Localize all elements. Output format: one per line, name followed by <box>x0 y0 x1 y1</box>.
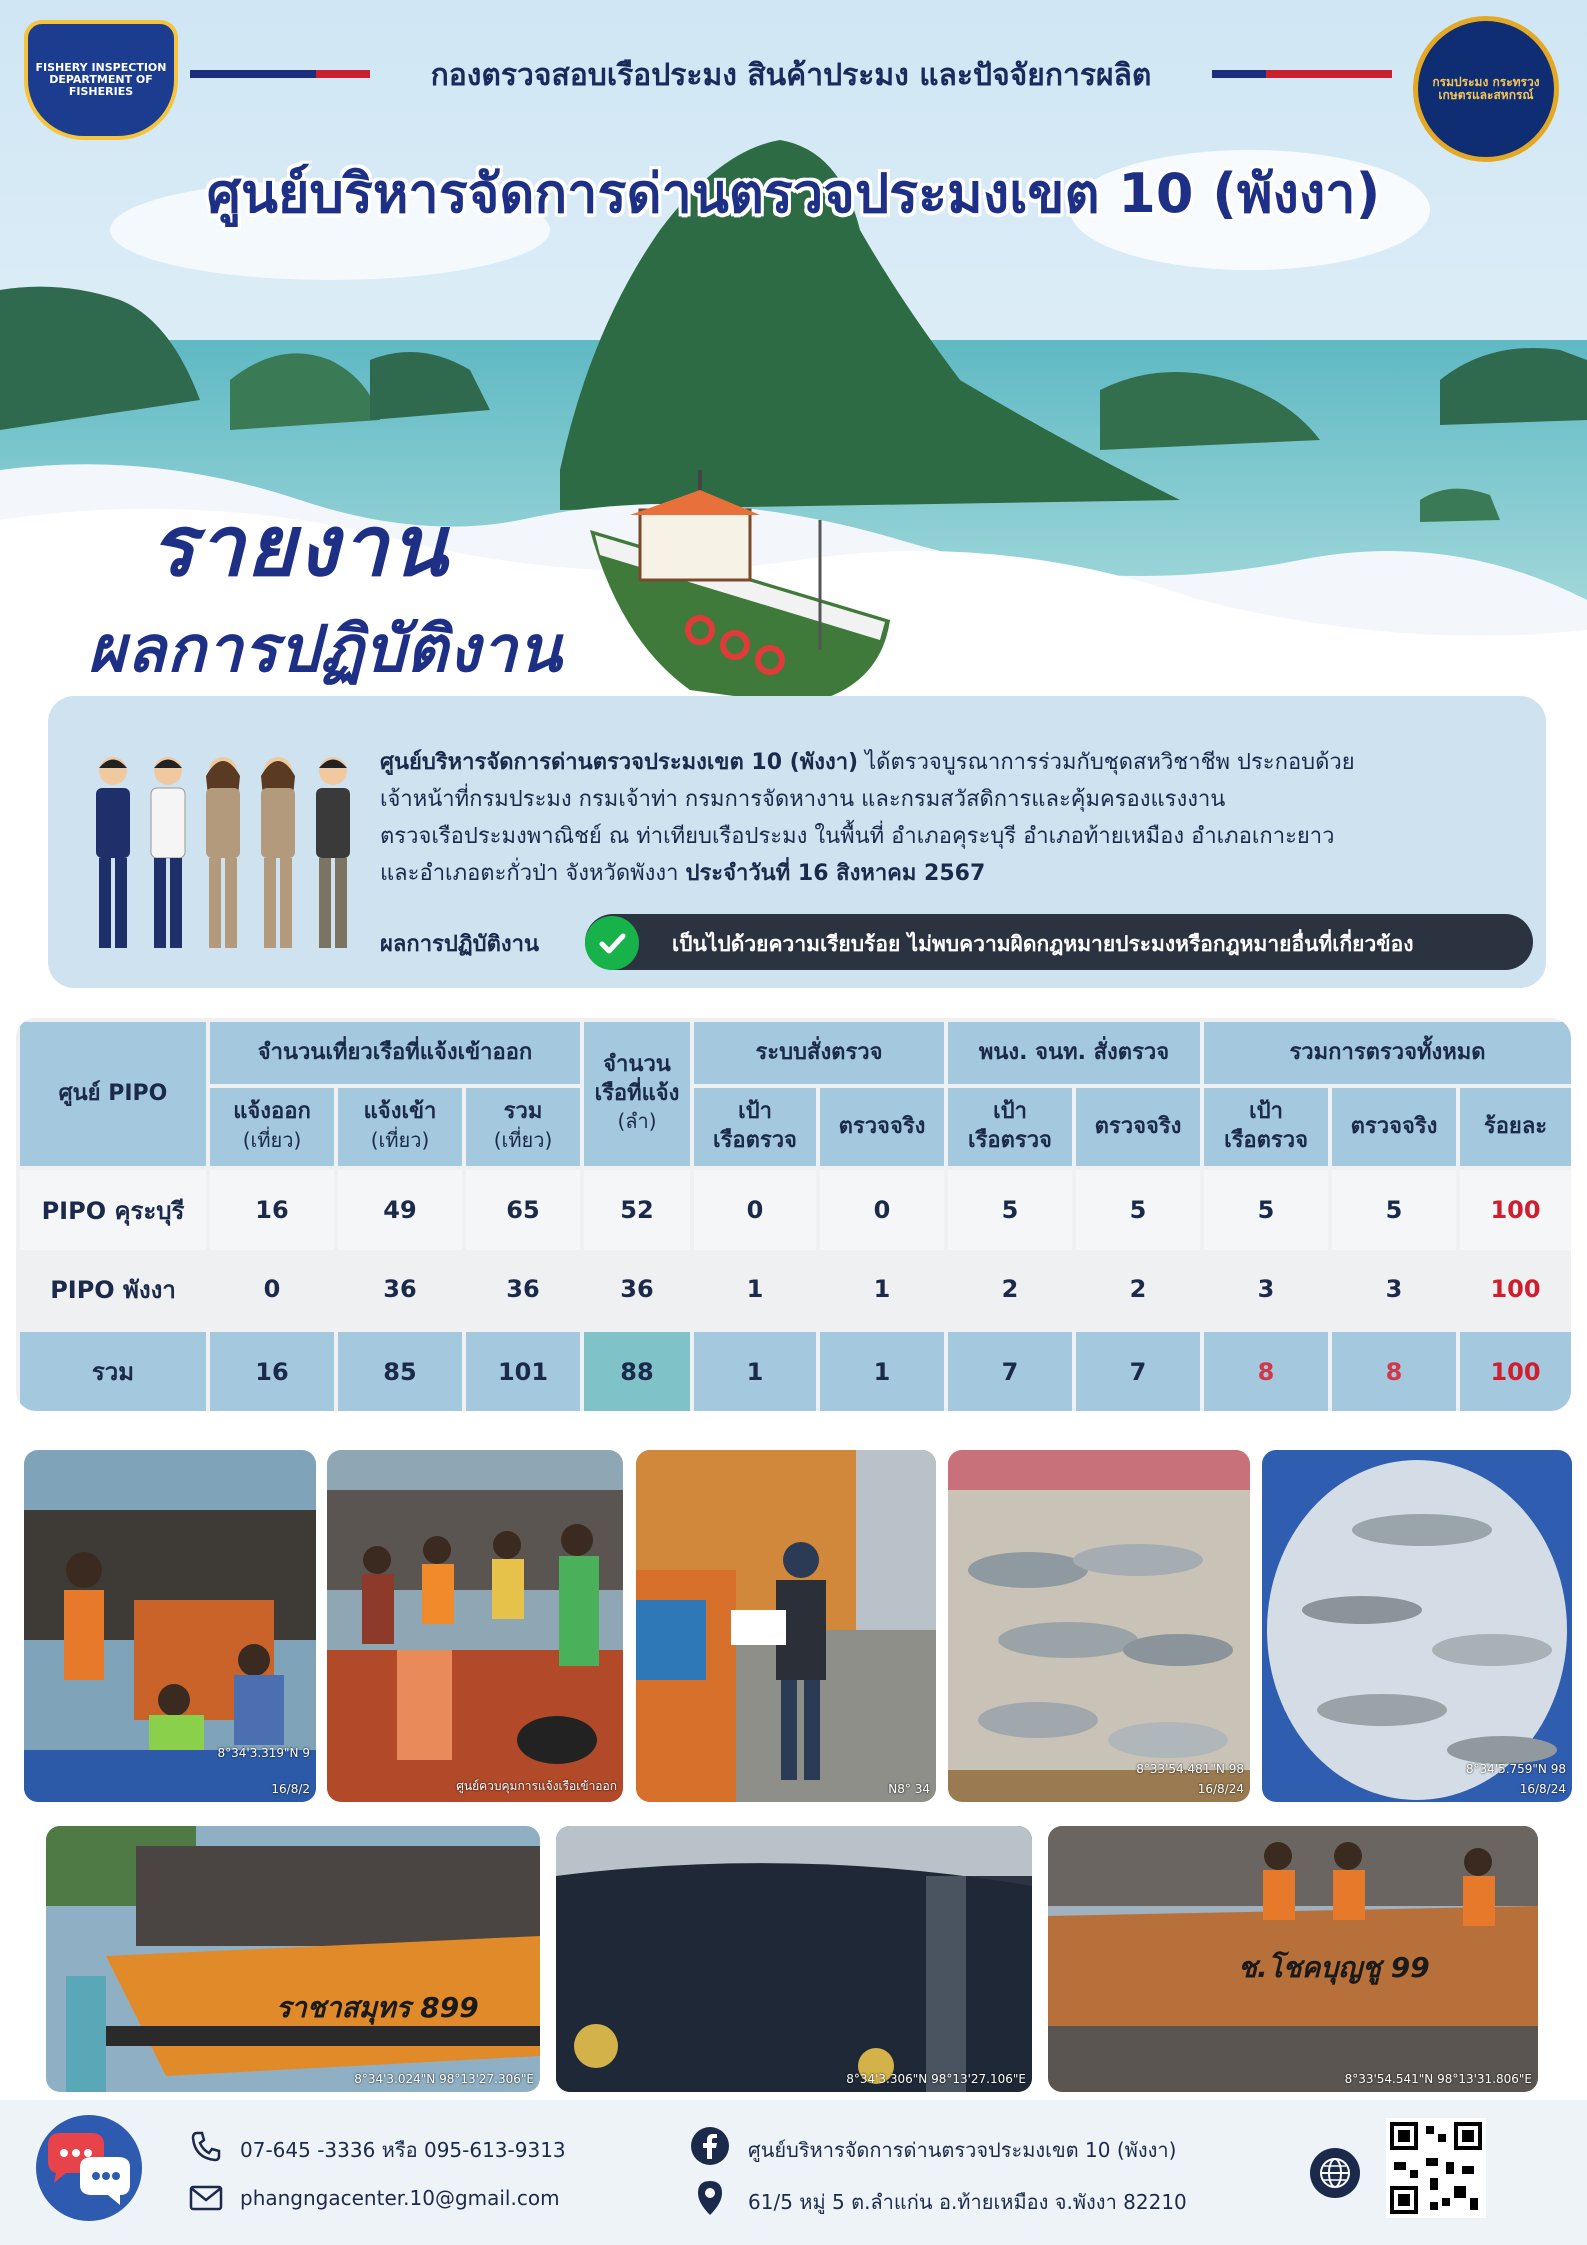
contact-email[interactable]: phangngacenter.10@gmail.com <box>240 2186 560 2210</box>
fishery-inspection-logo-text: FISHERY INSPECTION DEPARTMENT OF FISHERIES <box>35 60 167 99</box>
photo-officer-inspection <box>636 1450 936 1802</box>
header-tot-target <box>1202 1086 1330 1168</box>
photo-boat-nets <box>556 1826 1032 2092</box>
officer-figure-5 <box>316 757 350 948</box>
officer-figure-2 <box>151 757 185 948</box>
email-icon <box>186 2178 226 2218</box>
header-boats-line2: เรือที่แจ้ง <box>594 1080 680 1106</box>
cell-boats: 52 <box>582 1168 692 1250</box>
photo-fish-catch-2 <box>1262 1450 1572 1802</box>
ministry-logo-text: กรมประมง กระทรวงเกษตรและสหกรณ์ <box>1432 74 1540 102</box>
photo-boat-inspection-1 <box>24 1450 316 1802</box>
header-sum-label: รวม <box>503 1099 543 1125</box>
contact-phone[interactable]: 07-645 -3336 หรือ 095-613-9313 <box>240 2138 566 2162</box>
info-line-1 <box>380 744 1520 781</box>
cell-off-actual: 2 <box>1074 1250 1202 1330</box>
header-tot-actual: ตรวจจริง <box>1330 1086 1458 1168</box>
total-off-actual: 7 <box>1074 1330 1202 1411</box>
cell-off-actual: 5 <box>1074 1168 1202 1250</box>
header-off-target <box>946 1086 1074 1168</box>
center-title: ศูนย์บริหารจัดการด่านตรวจประมงเขต 10 (พังงา) <box>206 162 1381 225</box>
office-address: 61/5 หมู่ 5 ต.ลำแก่น อ.ท้ายเหมือง จ.พังงา 82210 <box>748 2190 1187 2214</box>
cell-tot-target: 5 <box>1202 1168 1330 1250</box>
photo-fish-catch-1 <box>948 1450 1250 1802</box>
officer-figure-3 <box>206 757 240 948</box>
phone-icon <box>186 2126 226 2166</box>
center-name-bold: ศูนย์บริหารจัดการด่านตรวจประมงเขต 10 (พังงา) <box>380 750 859 775</box>
boat-name-2: ช.โชคบุญชู 99 <box>1238 1951 1430 1984</box>
cell-boats: 36 <box>582 1250 692 1330</box>
facebook-icon <box>690 2126 730 2166</box>
header-sys-actual: ตรวจจริง <box>818 1086 946 1168</box>
header-sum-unit: (เที่ยว) <box>493 1128 553 1152</box>
info-line-4 <box>380 855 1520 892</box>
header-divider-right <box>1212 70 1392 78</box>
department-name: กองตรวจสอบเรือประมง สินค้าประมง และปัจจัยการผลิต <box>430 58 1152 93</box>
cell-tot-actual: 5 <box>1330 1168 1458 1250</box>
total-out: 16 <box>208 1330 336 1411</box>
officer-figure-1 <box>96 757 130 948</box>
cell-sys-target: 0 <box>692 1168 818 1250</box>
header-in <box>336 1086 464 1168</box>
report-title: รายงาน <box>150 497 450 595</box>
header-out-unit: (เที่ยว) <box>242 1128 302 1152</box>
total-percent: 100 <box>1458 1330 1571 1411</box>
header-off-target-l2: เรือตรวจ <box>968 1128 1052 1153</box>
photo-1-geotag: 8°34'3.319"N 9 <box>217 1746 310 1760</box>
cell-sum: 65 <box>464 1168 582 1250</box>
photo-7-geotag: 8°34'3.306"N 98°13'27.106"E <box>846 2072 1026 2086</box>
photo-5-geotag: 8°34'5.759"N 98 <box>1465 1762 1566 1776</box>
total-sys-target: 1 <box>692 1330 818 1411</box>
result-text: เป็นไปด้วยความเรียบร้อย ไม่พบความผิดกฎหมายประมงหรือกฎหมายอื่นที่เกี่ยวข้อง <box>672 932 1414 956</box>
total-sum: 101 <box>464 1330 582 1411</box>
department-of-fisheries-seal <box>1413 16 1559 162</box>
header-tot-target-l1: เป้า <box>1249 1099 1283 1125</box>
header-off-target-l1: เป้า <box>993 1099 1027 1125</box>
chat-icon <box>36 2115 142 2221</box>
cell-sum: 36 <box>464 1250 582 1330</box>
header-officer-group: พนง. จนท. สั่งตรวจ <box>946 1020 1202 1086</box>
result-label: ผลการปฏิบัติงาน <box>380 932 539 957</box>
facebook-page[interactable]: ศูนย์บริหารจัดการด่านตรวจประมงเขต 10 (พังงา) <box>748 2138 1177 2162</box>
cell-percent: 100 <box>1458 1250 1571 1330</box>
photo-5-date: 16/8/24 <box>1519 1782 1566 1796</box>
photo-4-date: 16/8/24 <box>1197 1782 1244 1796</box>
cell-sys-target: 1 <box>692 1250 818 1330</box>
header-in-unit: (เที่ยว) <box>370 1128 430 1152</box>
header-sys-target-l1: เป้า <box>738 1099 772 1125</box>
cell-off-target: 2 <box>946 1250 1074 1330</box>
info-line-2: เจ้าหน้าที่กรมประมง กรมเจ้าท่า กรมการจัดหางาน และกรมสวัสดิการและคุ้มครองแรงงาน <box>380 787 1226 812</box>
cell-tot-target: 3 <box>1202 1250 1330 1330</box>
globe-icon[interactable] <box>1310 2148 1360 2198</box>
total-off-target: 7 <box>946 1330 1074 1411</box>
location-pin-icon <box>690 2178 730 2218</box>
cell-out: 0 <box>208 1250 336 1330</box>
header-pipo: ศูนย์ PIPO <box>18 1020 208 1168</box>
photo-6-geotag: 8°34'3.024"N 98°13'27.306"E <box>354 2072 534 2086</box>
header-sys-target-l2: เรือตรวจ <box>713 1128 797 1153</box>
header-total-group: รวมการตรวจทั้งหมด <box>1202 1020 1571 1086</box>
cell-tot-actual: 3 <box>1330 1250 1458 1330</box>
report-date: ประจำวันที่ 16 สิงหาคม 2567 <box>685 861 986 886</box>
cell-in: 49 <box>336 1168 464 1250</box>
total-tot-actual: 8 <box>1330 1330 1458 1411</box>
header-out <box>208 1086 336 1168</box>
photo-8-geotag: 8°33'54.541"N 98°13'31.806"E <box>1344 2072 1532 2086</box>
officers-illustration <box>88 746 358 966</box>
photo-boat-inspection-2 <box>327 1450 623 1802</box>
photo-boat-hull-2 <box>1048 1826 1538 2092</box>
header-off-actual: ตรวจจริง <box>1074 1086 1202 1168</box>
total-boats: 88 <box>582 1330 692 1411</box>
info-paragraph <box>380 744 1520 892</box>
info-line-4-rest: และอำเภอตะกั่วป่า จังหวัดพังงา <box>380 861 686 886</box>
photo-1-date: 16/8/2 <box>271 1782 310 1796</box>
total-sys-actual: 1 <box>818 1330 946 1411</box>
header-trips-group: จำนวนเที่ยวเรือที่แจ้งเข้าออก <box>208 1020 582 1086</box>
row-name: PIPO พังงา <box>18 1250 208 1330</box>
header-in-label: แจ้งเข้า <box>363 1099 437 1125</box>
header-out-label: แจ้งออก <box>233 1099 311 1125</box>
photo-3-geotag: N8° 34 <box>888 1782 930 1796</box>
cell-out: 16 <box>208 1168 336 1250</box>
header-divider-left <box>190 70 370 78</box>
info-line-3: ตรวจเรือประมงพาณิชย์ ณ ท่าเทียบเรือประมง ในพื้นที่ อำเภอคุระบุรี อำเภอท้ายเหมือง อำเภอเกาะยาว <box>380 824 1335 849</box>
boat-name-1: ราชาสมุทร 899 <box>276 1991 479 2024</box>
cell-sys-actual: 0 <box>818 1168 946 1250</box>
fishery-inspection-logo <box>24 20 178 140</box>
header-boats <box>582 1020 692 1168</box>
qr-code[interactable] <box>1386 2118 1486 2218</box>
officer-figure-4 <box>261 757 295 948</box>
cell-in: 36 <box>336 1250 464 1330</box>
header-sum <box>464 1086 582 1168</box>
cell-off-target: 5 <box>946 1168 1074 1250</box>
info-line-1-rest: ได้ตรวจบูรณาการร่วมกับชุดสหวิชาชีพ ประกอบด้วย <box>858 750 1355 775</box>
header-sys-target <box>692 1086 818 1168</box>
header-boats-unit: (ลำ) <box>617 1109 657 1134</box>
photo-4-geotag: 8°33'54.481"N 98 <box>1136 1762 1244 1776</box>
cell-percent: 100 <box>1458 1168 1571 1250</box>
check-icon <box>585 916 639 970</box>
table-row <box>18 1168 1571 1250</box>
row-name: PIPO คุระบุรี <box>18 1168 208 1250</box>
photo-2-geotag: ศูนย์ควบคุมการแจ้งเรือเข้าออก <box>456 1779 617 1793</box>
header-system-group: ระบบสั่งตรวจ <box>692 1020 946 1086</box>
table-total-row <box>18 1330 1571 1411</box>
cell-sys-actual: 1 <box>818 1250 946 1330</box>
report-subtitle: ผลการปฏิบัติงาน <box>88 613 563 687</box>
pipo-statistics-table <box>16 1018 1571 1411</box>
header-boats-line1: จำนวน <box>603 1052 671 1078</box>
total-in: 85 <box>336 1330 464 1411</box>
photo-boat-hull-1 <box>46 1826 540 2092</box>
total-tot-target: 8 <box>1202 1330 1330 1411</box>
total-name: รวม <box>18 1330 208 1411</box>
table-row <box>18 1250 1571 1330</box>
header-percent: ร้อยละ <box>1458 1086 1571 1168</box>
header-tot-target-l2: เรือตรวจ <box>1224 1128 1308 1153</box>
